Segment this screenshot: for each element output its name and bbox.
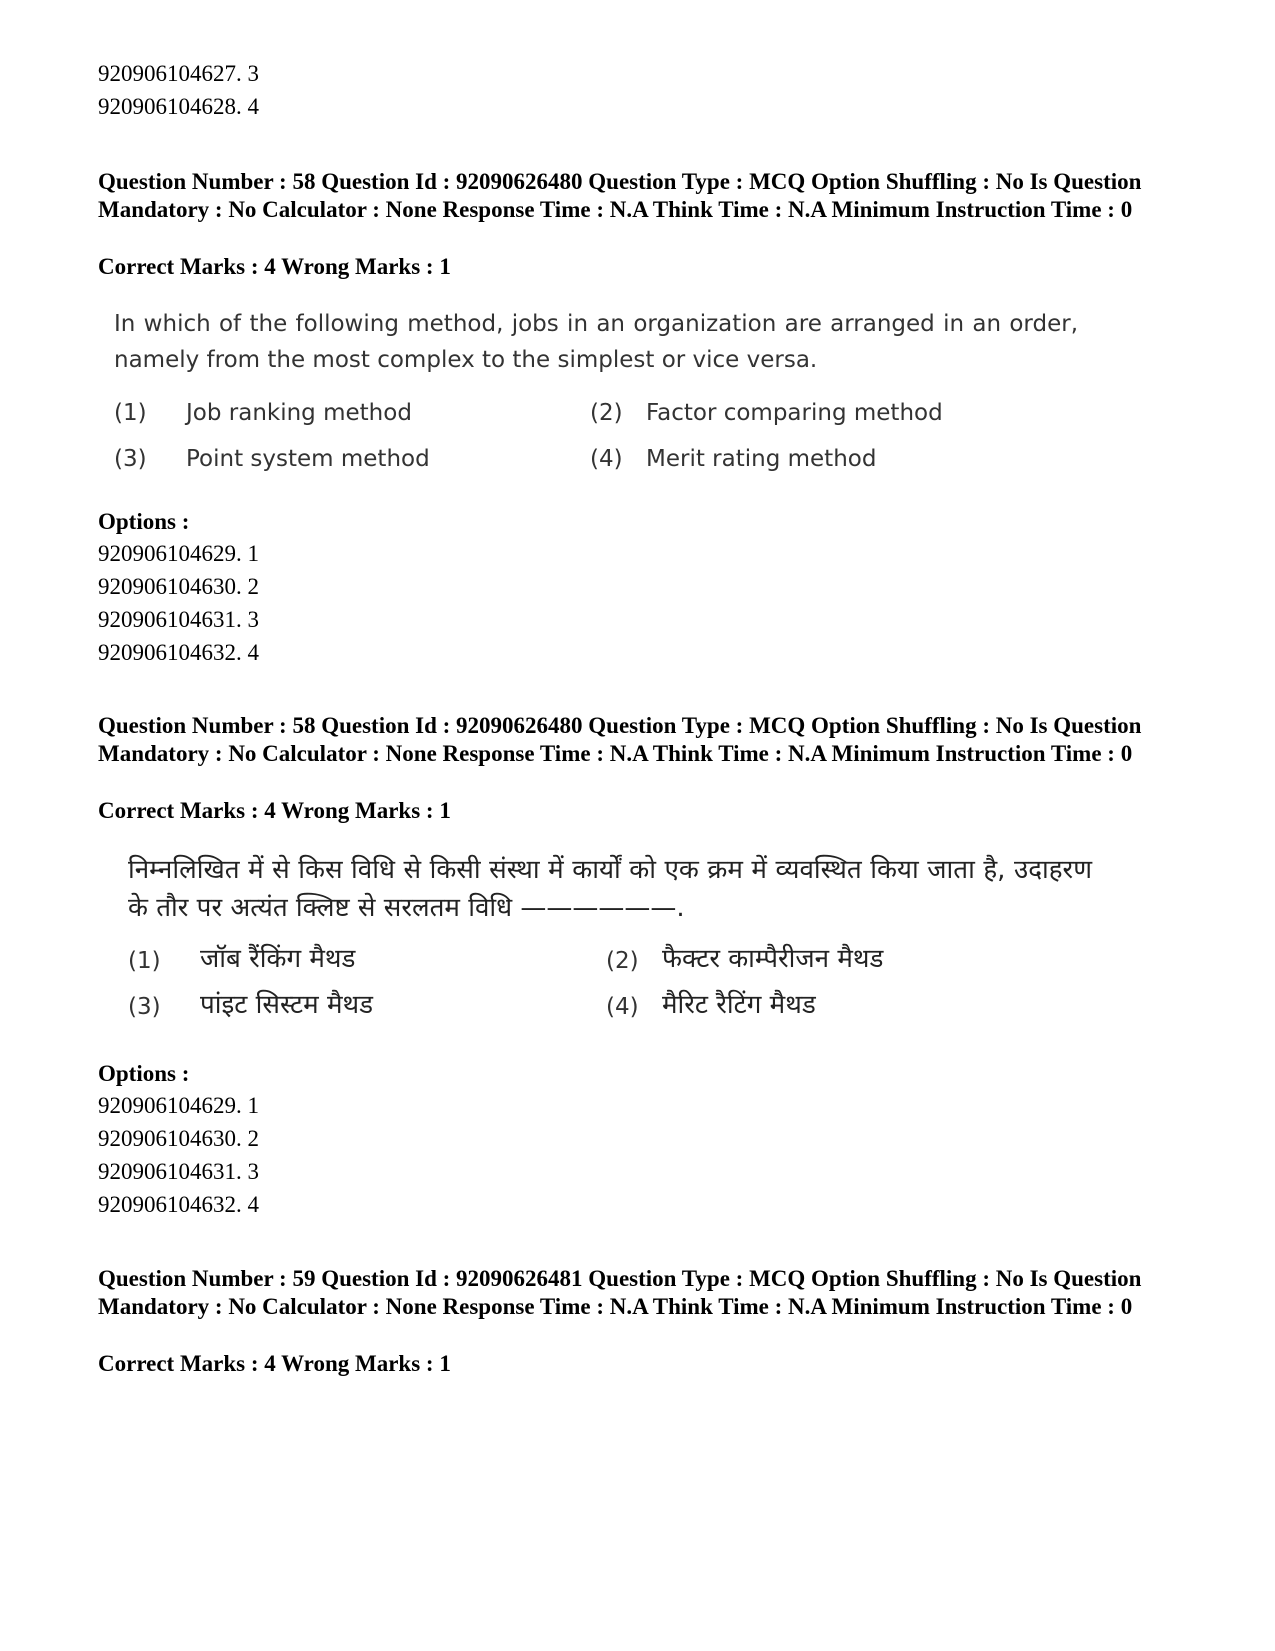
options-title: Options :: [98, 1061, 190, 1086]
choice-label: पांइट सिस्टम मैथड: [200, 990, 374, 1020]
option-line: 920906104628. 4: [98, 94, 259, 119]
choice-number: (2): [590, 400, 623, 426]
marks-line: Correct Marks : 4 Wrong Marks : 1: [98, 254, 451, 279]
option-line: 920906104627. 3: [98, 61, 259, 86]
choice-label: Merit rating method: [646, 446, 877, 472]
choice-number: (2): [606, 948, 639, 974]
options-title: Options :: [98, 509, 190, 534]
choice-number: (4): [590, 446, 623, 472]
question-text: In which of the following method, jobs in an organization are arranged in an order, namely from the most complex to the simplest or vice versa.: [114, 311, 1078, 373]
option-line: 920906104629. 1: [98, 1093, 259, 1118]
question-header: Question Number : 58 Question Id : 92090626480 Question Type : MCQ Option Shuffling : No Is Question Mandatory : No Calculator : None Response Time : N.A Think Time : N.A Minimum Instruction Time : 0: [98, 713, 1142, 766]
question-text: निम्नलिखित में से किस विधि से किसी संस्था में कार्यों को एक क्रम में व्यवस्थित किया जाता है, उदाहरण के तौर पर अत्यंत क्लिष्ट से सरलतम विधि ——————.: [128, 855, 1092, 923]
choice-number: (4): [606, 994, 639, 1020]
choice-number: (1): [114, 400, 147, 426]
choice-number: (3): [114, 446, 147, 472]
option-line: 920906104630. 2: [98, 1126, 259, 1151]
option-line: 920906104629. 1: [98, 541, 259, 566]
choice-label: फैक्टर काम्पैरीजन मैथड: [662, 944, 884, 974]
option-line: 920906104630. 2: [98, 574, 259, 599]
option-line: 920906104631. 3: [98, 1159, 259, 1184]
option-line: 920906104631. 3: [98, 607, 259, 632]
marks-line: Correct Marks : 4 Wrong Marks : 1: [98, 798, 451, 823]
choice-label: मैरिट रैटिंग मैथड: [662, 990, 816, 1020]
question-header: Question Number : 58 Question Id : 92090626480 Question Type : MCQ Option Shuffling : No Is Question Mandatory : No Calculator : None Response Time : N.A Think Time : N.A Minimum Instruction Time : 0: [98, 169, 1142, 222]
choice-label: Factor comparing method: [646, 400, 943, 426]
choice-label: Point system method: [186, 446, 430, 472]
choice-number: (1): [128, 948, 161, 974]
option-line: 920906104632. 4: [98, 1192, 259, 1217]
choice-label: Job ranking method: [186, 400, 412, 426]
choice-number: (3): [128, 994, 161, 1020]
marks-line: Correct Marks : 4 Wrong Marks : 1: [98, 1351, 451, 1376]
question-header: Question Number : 59 Question Id : 92090626481 Question Type : MCQ Option Shuffling : No Is Question Mandatory : No Calculator : None Response Time : N.A Think Time : N.A Minimum Instruction Time : 0: [98, 1266, 1142, 1319]
choice-label: जॉब रैंकिंग मैथड: [200, 944, 356, 974]
option-line: 920906104632. 4: [98, 640, 259, 665]
